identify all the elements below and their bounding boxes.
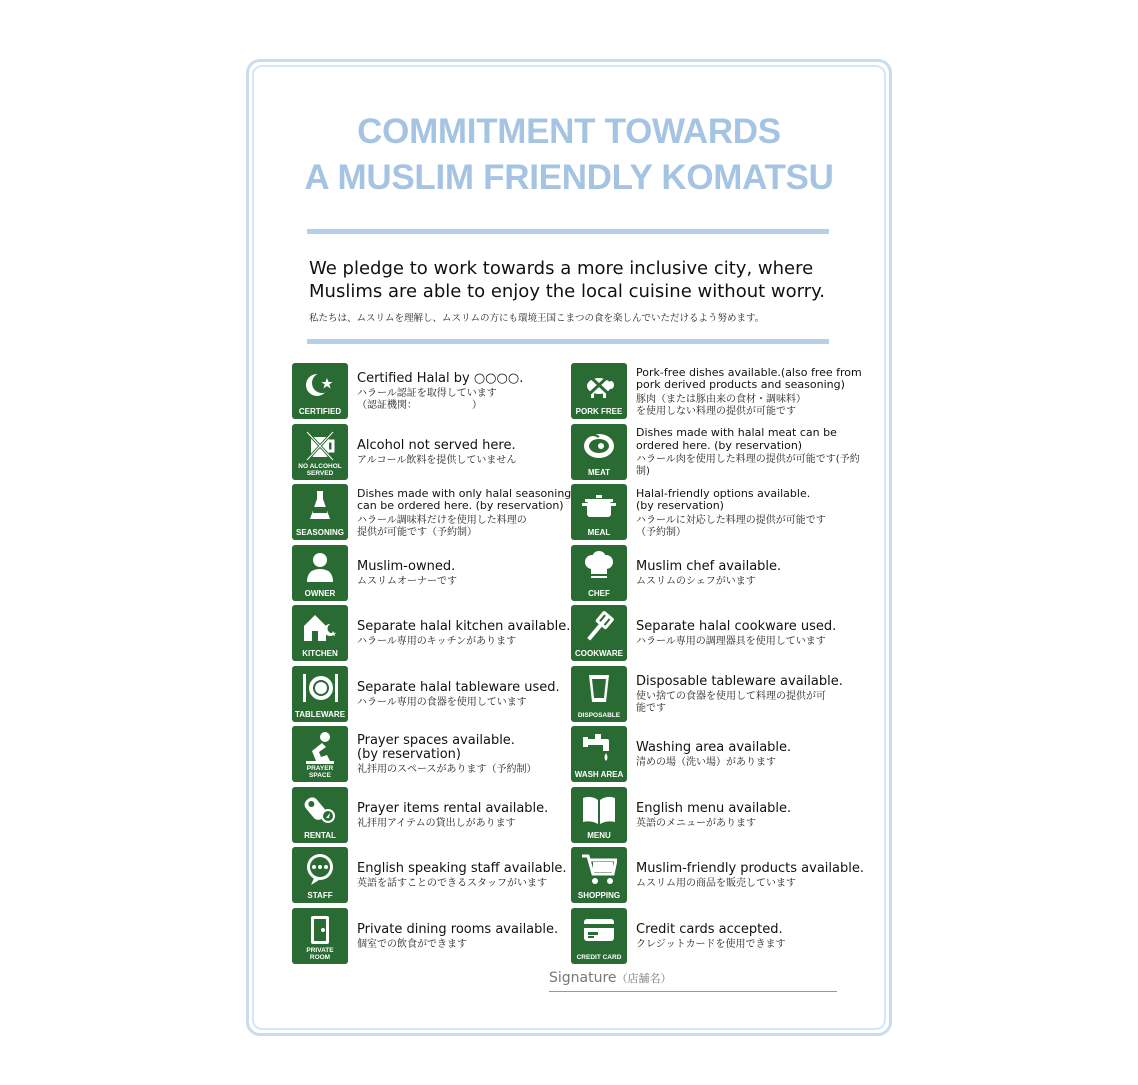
service-english: Pork-free dishes available.(also free from pork derived products and seasoning)	[636, 365, 862, 391]
service-item	[292, 787, 582, 845]
door-icon	[292, 908, 348, 964]
kitchen-house-icon	[292, 605, 348, 661]
service-item	[571, 908, 861, 966]
signature-line	[549, 991, 837, 992]
praying-person-icon	[292, 726, 348, 782]
service-item	[571, 545, 861, 603]
service-text	[636, 847, 871, 905]
service-english: Alcohol not served here.	[357, 437, 516, 453]
icon-caption: OWNER	[304, 588, 336, 598]
service-japanese: ムスリムのシェフがいます	[636, 575, 756, 587]
service-japanese: ムスリムオーナーです	[357, 575, 457, 587]
service-english: Credit cards accepted.	[636, 921, 783, 937]
spatula-icon	[571, 605, 627, 661]
faucet-icon	[571, 726, 627, 782]
service-english: English speaking staff available.	[357, 861, 567, 876]
service-text	[636, 484, 871, 542]
service-text	[357, 363, 592, 421]
service-japanese: ハラール認証を取得しています （認証機関： ）	[357, 388, 497, 411]
cooking-pot-icon	[571, 484, 627, 540]
service-japanese: ハラール肉を使用した料理の提供が可能です(予約制)	[636, 454, 860, 477]
meat-icon	[571, 424, 627, 480]
service-text	[357, 666, 592, 724]
service-english: Separate halal cookware used.	[636, 619, 837, 634]
icon-caption: SHOPPING	[577, 891, 621, 900]
service-item	[571, 605, 861, 663]
service-english: Muslim-owned.	[357, 558, 456, 574]
service-english: Halal-friendly options available. (by reservation)	[636, 486, 811, 512]
service-text	[357, 847, 592, 905]
icon-caption: STAFF	[307, 891, 333, 900]
service-japanese: 豚肉（または豚由来の食材・調味料） を使用しない料理の提供が可能です	[636, 393, 806, 417]
service-english: Private dining rooms available.	[357, 921, 559, 937]
pledge-english: We pledge to work towards a more inclusive city, where Muslims are able to enjoy the local cuisine without worry.	[309, 258, 825, 302]
icon-caption: MENU	[587, 830, 611, 840]
crescent-star-icon	[292, 363, 348, 419]
service-item	[571, 363, 861, 421]
service-item	[292, 484, 582, 542]
icon-caption: WASH AREA	[574, 770, 624, 779]
service-japanese: 使い捨ての食器を使用して料理の提供が可 能です	[636, 690, 826, 714]
service-item	[292, 545, 582, 603]
service-item	[292, 726, 582, 784]
icon-caption: NO ALCOHOL SERVED	[298, 462, 342, 477]
chef-hat-icon	[571, 545, 627, 601]
service-text	[357, 726, 592, 784]
service-english: Dishes made with halal meat can be ordered here. (by reservation)	[636, 426, 837, 452]
service-item	[292, 847, 582, 905]
icon-caption: COOKWARE	[575, 649, 623, 658]
no-alcohol-icon	[292, 424, 348, 480]
service-text	[357, 545, 592, 603]
service-item	[292, 666, 582, 724]
icon-caption: CERTIFIED	[298, 407, 342, 416]
service-english: Certified Halal by ○○○○.	[357, 371, 524, 386]
shopping-cart-icon	[571, 847, 627, 903]
service-item	[571, 787, 861, 845]
service-japanese: 礼拝用アイテムの貸出しがあります	[357, 817, 516, 829]
service-text	[357, 605, 592, 663]
service-japanese: 個室での飲食ができます	[357, 938, 467, 950]
service-japanese: アルコール飲料を提供していません	[357, 454, 517, 466]
service-text	[636, 666, 871, 724]
service-text	[636, 787, 871, 845]
credit-card-icon	[571, 908, 627, 964]
service-item	[292, 363, 582, 421]
signature-label-en: Signature	[549, 970, 617, 986]
service-text	[357, 424, 592, 482]
title-line-1: COMMITMENT TOWARDS	[357, 112, 781, 151]
service-text	[636, 605, 871, 663]
pig-crossed-icon	[571, 363, 627, 419]
service-text	[636, 908, 871, 966]
icon-caption: SEASONING	[295, 528, 344, 537]
service-japanese: ハラール調味料だけを使用した料理の 提供が可能です（予約制）	[357, 514, 527, 538]
title-line-2: A MUSLIM FRIENDLY KOMATSU	[304, 158, 834, 197]
service-text	[636, 726, 871, 784]
service-text	[636, 545, 871, 603]
service-item	[292, 908, 582, 966]
person-icon	[292, 545, 348, 601]
service-english: Prayer items rental available.	[357, 800, 549, 816]
service-english: Muslim-friendly products available.	[636, 861, 864, 876]
service-text	[357, 484, 592, 542]
icon-caption: CHEF	[588, 588, 610, 598]
service-item	[571, 847, 864, 905]
service-item	[292, 605, 582, 663]
service-english: English menu available.	[636, 800, 792, 816]
service-item	[571, 424, 861, 482]
icon-caption: TABLEWARE	[294, 709, 346, 719]
service-japanese: ハラール専用の調理器具を使用しています	[636, 636, 826, 647]
service-item	[571, 726, 861, 784]
speech-bubble-icon	[292, 847, 348, 903]
service-english: Muslim chef available.	[636, 558, 782, 574]
divider-bottom	[307, 339, 829, 344]
service-item	[292, 424, 582, 482]
icon-caption: PRAYER SPACE	[306, 765, 334, 779]
icon-caption: DISPOSABLE	[577, 711, 621, 719]
service-text	[636, 424, 871, 482]
service-text	[357, 787, 592, 845]
service-japanese: 英語のメニューがあります	[636, 817, 756, 829]
prayer-mat-compass-icon	[292, 787, 348, 843]
icon-caption: CREDIT CARD	[576, 953, 622, 961]
service-item	[571, 484, 861, 542]
divider-top	[307, 229, 829, 234]
service-japanese: 清めの場（洗い場）があります	[636, 757, 776, 768]
service-english: Separate halal tableware used.	[357, 679, 560, 695]
service-japanese: 礼拝用のスペースがあります（予約制）	[357, 764, 537, 775]
service-text	[357, 908, 592, 966]
disposable-cup-icon	[571, 666, 627, 722]
icon-caption: PORK FREE	[575, 407, 623, 416]
service-japanese: クレジットカードを使用できます	[636, 938, 786, 950]
service-english: Prayer spaces available. (by reservation)	[357, 733, 515, 762]
service-japanese: ハラール専用のキッチンがあります	[357, 636, 517, 647]
service-japanese: ハラールに対応した料理の提供が可能です （予約制）	[636, 514, 826, 538]
service-japanese: 英語を話すことのできるスタッフがいます	[357, 878, 547, 889]
icon-caption: MEAT	[587, 467, 611, 477]
signature-label	[549, 970, 672, 986]
service-english: Dishes made with only halal seasoning can be ordered here. (by reservation)	[357, 486, 572, 512]
icon-caption: PRIVATE ROOM	[306, 946, 334, 961]
service-japanese: ハラール専用の食器を使用しています	[357, 696, 527, 708]
service-item	[571, 666, 861, 724]
plate-cutlery-icon	[292, 666, 348, 722]
service-japanese: ムスリム用の商品を販売しています	[636, 878, 796, 889]
service-english: Washing area available.	[636, 740, 792, 755]
pledge-japanese: 私たちは、ムスリムを理解し、ムスリムの方にも環境王国こまつの食を楽しんでいただけるよう努めます。	[309, 313, 765, 324]
seasoning-bottle-icon	[292, 484, 348, 540]
service-text	[636, 363, 871, 421]
icon-caption: RENTAL	[304, 830, 336, 840]
open-book-icon	[571, 787, 627, 843]
service-english: Separate halal kitchen available.	[357, 619, 571, 634]
icon-caption: MEAL	[587, 528, 611, 537]
service-english: Disposable tableware available.	[636, 673, 843, 689]
icon-caption: KITCHEN	[302, 649, 338, 658]
signature-label-jp: （店舗名）	[616, 972, 672, 985]
